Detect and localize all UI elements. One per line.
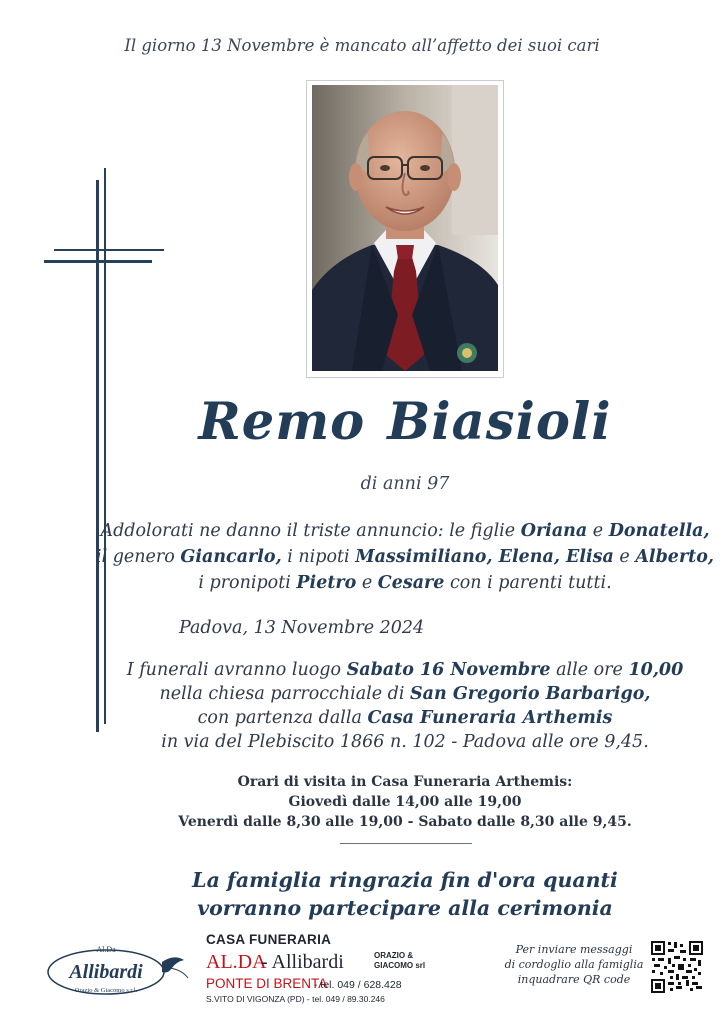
emphasis: San Gregorio Barbarigo, xyxy=(410,684,651,704)
funeral-home-title: CASA FUNERARIA xyxy=(206,932,332,947)
brand-alda: AL.DA xyxy=(206,951,267,973)
text: alle ore xyxy=(550,660,629,680)
text: i pronipoti xyxy=(198,573,297,593)
cross-horizontal-bar xyxy=(44,260,152,263)
emphasis: Sabato 16 Novembre xyxy=(346,660,551,680)
header-announcement: Il giorno 13 Novembre è mancato all’affetto dei suoi cari xyxy=(124,36,600,55)
text: il genero xyxy=(95,547,181,567)
thanks-line-2: vorranno partecipare alla cerimonia xyxy=(197,896,613,920)
name-emphasis: Massimiliano, Elena, Elisa xyxy=(355,547,614,567)
brand-suffix xyxy=(374,951,425,971)
svg-text:Al.Da: Al.Da xyxy=(96,945,116,954)
place-date: Padova, 13 Novembre 2024 xyxy=(179,618,425,638)
text: I funerali avranno luogo xyxy=(126,660,347,680)
funeral-line-2 xyxy=(0,682,724,706)
visiting-line-1: Giovedì dalle 14,00 alle 19,00 xyxy=(288,794,522,810)
name-emphasis: Cesare xyxy=(377,573,445,593)
thanks-line-1: La famiglia ringrazia fin d'ora quanti xyxy=(192,868,618,892)
name-emphasis: Donatella, xyxy=(608,521,710,541)
emphasis: 10,00 xyxy=(628,660,684,680)
portrait-photo xyxy=(312,85,498,371)
text: e xyxy=(613,547,636,567)
announcement-line-3 xyxy=(0,570,724,596)
cross-horizontal-bar-thin xyxy=(54,249,164,251)
qr-caption-line-1: Per inviare messaggi xyxy=(515,943,633,956)
deceased-name xyxy=(0,392,724,452)
name-emphasis: Pietro xyxy=(296,573,357,593)
qr-code[interactable] xyxy=(650,940,704,994)
phone-1: - tel. 049 / 628.428 xyxy=(314,979,402,991)
visiting-line-2: Venerdì dalle 8,30 alle 19,00 - Sabato dalle 8,30 alle 9,45. xyxy=(178,814,632,830)
address-phone-2: S.VITO DI VIGONZA (PD) - tel. 049 / 89.30.246 xyxy=(206,994,385,1004)
text: con partenza dalla xyxy=(197,708,368,728)
name-emphasis: Giancarlo, xyxy=(180,547,282,567)
brand-suffix-line-1: ORAZIO & xyxy=(374,951,414,960)
deceased-age: di anni 97 xyxy=(360,474,450,494)
deceased-first-name: Remo xyxy=(198,392,366,452)
location-name: PONTE DI BRENTA xyxy=(206,976,328,991)
svg-text:Allibardi: Allibardi xyxy=(69,961,143,983)
name-emphasis: Oriana xyxy=(520,521,588,541)
funeral-line-1 xyxy=(0,658,724,682)
qr-caption-line-3: inquadrare QR code xyxy=(517,973,631,986)
brand-allibardi: - Allibardi xyxy=(261,951,344,973)
qr-caption-line-2: di cordoglio alla famiglia xyxy=(504,958,644,971)
svg-text:Orazio & Giacomo s.r.l.: Orazio & Giacomo s.r.l. xyxy=(74,987,138,994)
deceased-last-name: Biasioli xyxy=(387,392,612,452)
text: i nipoti xyxy=(281,547,356,567)
text: e xyxy=(587,521,609,541)
announcement-line-2 xyxy=(0,544,724,570)
brand-suffix-line-2: GIACOMO srl xyxy=(374,961,426,970)
funeral-line-4: in via del Plebiscito 1866 n. 102 - Padova alle ore 9,45. xyxy=(161,732,649,752)
visiting-title: Orari di visita in Casa Funeraria Arthemis: xyxy=(237,774,573,790)
text: nella chiesa parrocchiale di xyxy=(159,684,411,704)
name-emphasis: Alberto, xyxy=(635,547,715,567)
text: Addolorati ne danno il triste annuncio: le figlie xyxy=(100,521,521,541)
text: e xyxy=(356,573,378,593)
announcement-line-1 xyxy=(0,518,724,544)
portrait-frame xyxy=(306,80,504,378)
text: con i parenti tutti. xyxy=(444,573,612,593)
emphasis: Casa Funeraria Arthemis xyxy=(367,708,613,728)
divider xyxy=(340,843,472,844)
funeral-home-logo xyxy=(44,944,194,1000)
funeral-line-3 xyxy=(0,706,724,730)
